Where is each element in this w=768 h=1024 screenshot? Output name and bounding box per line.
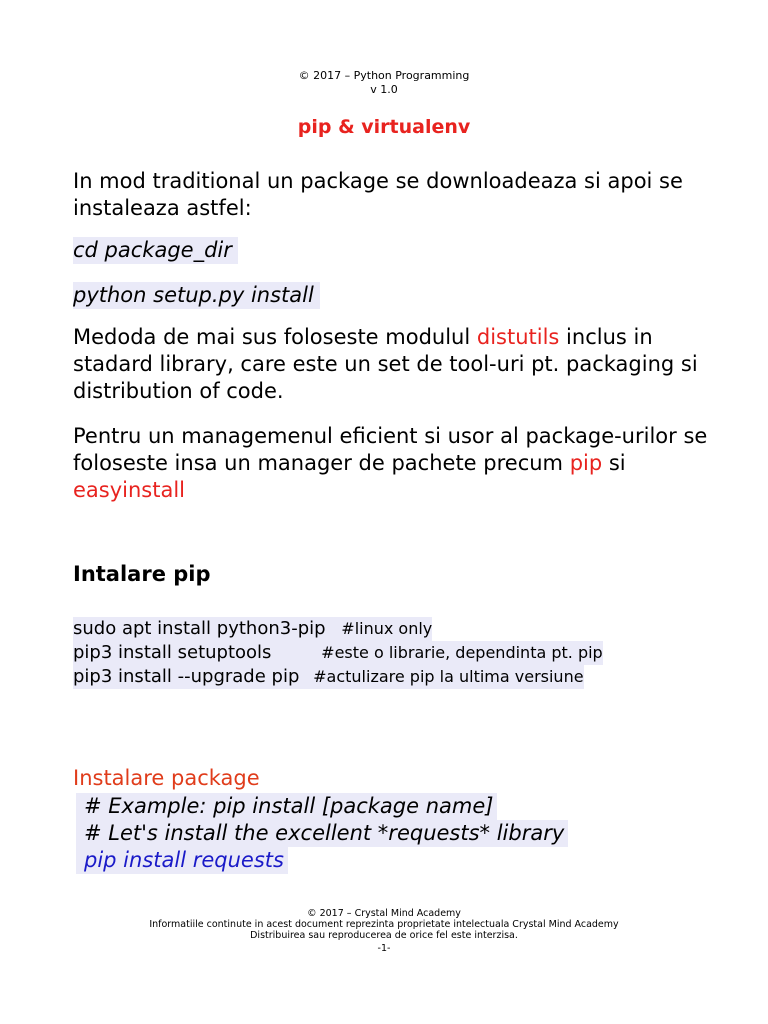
header-version: v 1.0 bbox=[370, 83, 398, 96]
command-comment: #linux only bbox=[341, 619, 433, 638]
para2-before: Medoda de mai sus foloseste modulul bbox=[73, 325, 477, 349]
footer-ip-notice: Informatiile continute in acest document reprezinta proprietate intelectuala Crystal Mind Academy bbox=[149, 919, 619, 930]
command-text: pip3 install --upgrade pip bbox=[73, 666, 300, 687]
page-number: -1- bbox=[377, 943, 391, 954]
section-heading-pip: Intalare pip bbox=[73, 562, 211, 586]
intro-paragraph: In mod traditional un package se downloadeaza si apoi se instaleaza astfel: bbox=[73, 169, 683, 220]
footer-copyright: © 2017 – Crystal Mind Academy bbox=[307, 908, 461, 919]
command-row bbox=[73, 665, 584, 689]
command-text: pip3 install setuptools bbox=[73, 642, 272, 663]
command-row bbox=[73, 617, 432, 641]
easyinstall-highlight: easyinstall bbox=[73, 478, 186, 502]
para2-after: inclus in stadard library, care este un set de tool-uri pt. packaging si distribution of code. bbox=[73, 325, 698, 403]
distutils-paragraph bbox=[73, 324, 713, 405]
page-title: pip & virtualenv bbox=[297, 116, 471, 138]
code-cd: cd package_dir bbox=[73, 237, 238, 264]
pip-paragraph bbox=[73, 423, 713, 504]
para3-text: Pentru un managemenul eficient si usor al package-urilor se foloseste insa un manager de pachete precum bbox=[73, 424, 708, 475]
command-comment: #este o librarie, dependinta pt. pip bbox=[321, 643, 603, 662]
para3-and: si bbox=[602, 451, 626, 475]
command-comment: #actulizare pip la ultima versiune bbox=[313, 667, 584, 686]
subsection-heading-package: Instalare package bbox=[73, 766, 260, 790]
distutils-highlight: distutils bbox=[476, 325, 560, 349]
code-setup: python setup.py install bbox=[73, 282, 320, 309]
pip-highlight: pip bbox=[569, 451, 603, 475]
example-line: # Let's install the excellent *requests* library bbox=[76, 820, 568, 847]
example-command: pip install requests bbox=[76, 847, 288, 874]
example-line: # Example: pip install [package name] bbox=[76, 793, 497, 820]
header-copyright: © 2017 – Python Programming bbox=[298, 69, 470, 82]
command-row bbox=[73, 641, 603, 665]
footer-distribution-notice: Distribuirea sau reproducerea de orice fel este interzisa. bbox=[250, 930, 518, 941]
command-text: sudo apt install python3-pip bbox=[73, 618, 326, 639]
